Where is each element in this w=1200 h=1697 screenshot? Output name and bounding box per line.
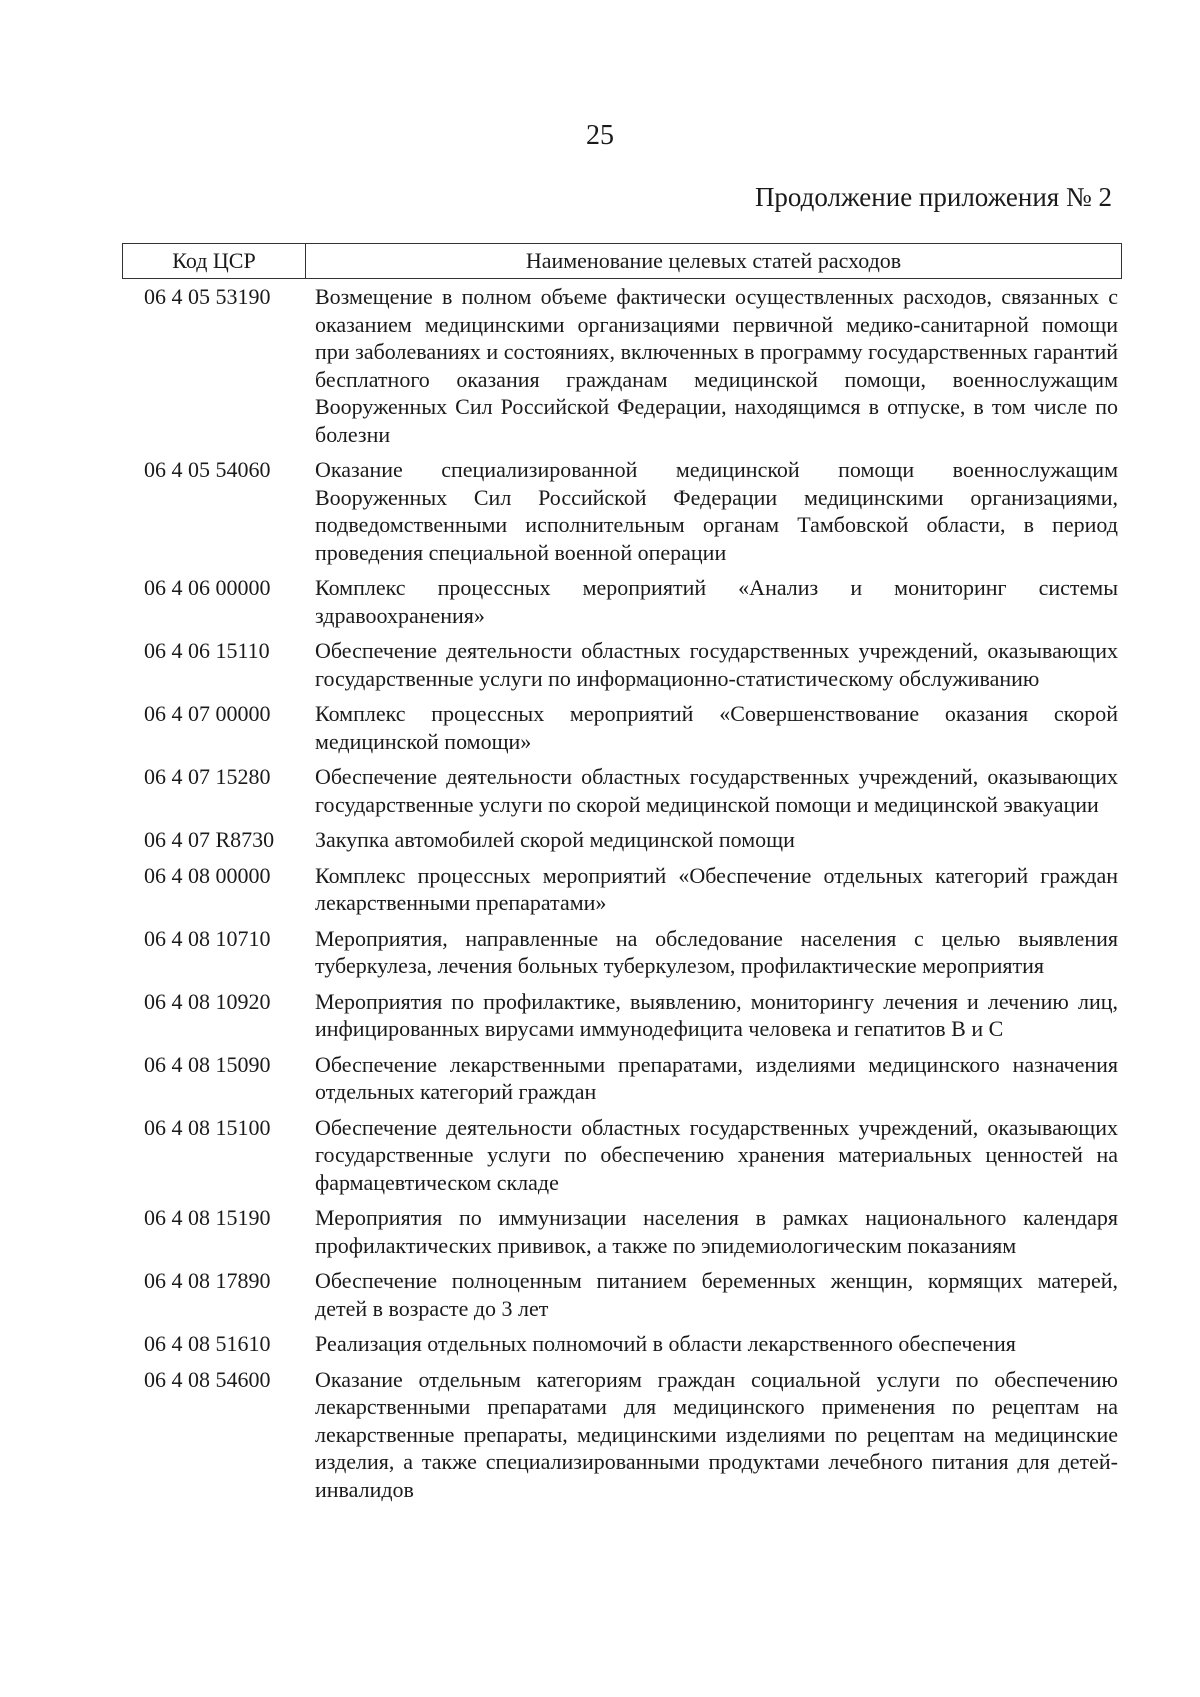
cell-name: Мероприятия по иммунизации населения в рамках национального календаря профилактических прививок, а также по эпидемиологическим показаниям (315, 1205, 1118, 1258)
cell-name: Реализация отдельных полномочий в области лекарственного обеспечения (315, 1331, 1016, 1356)
table-row (122, 700, 1122, 755)
table-row (122, 456, 1122, 566)
cell-name: Комплекс процессных мероприятий «Совершенствование оказания скорой медицинской помощи» (315, 701, 1118, 754)
table-row (122, 988, 1122, 1043)
table-row (122, 1051, 1122, 1106)
cell-code: 06 4 08 15190 (144, 1205, 271, 1230)
cell-code: 06 4 08 10920 (144, 988, 271, 1014)
table-row (122, 862, 1122, 917)
cell-name: Комплекс процессных мероприятий «Анализ и мониторинг системы здравоохранения» (315, 575, 1118, 628)
cell-name: Оказание отдельным категориям граждан социальной услуги по обеспечению лекарственными препаратами для медицинского применения по рецептам на лекарственные препараты, медицинскими изделиями по рецептам на медицинские изделия, а также специализированными продуктами лечебного питания для детей-инвалидов (315, 1366, 1118, 1502)
page-number: 25 (586, 120, 614, 151)
cell-name: Обеспечение деятельности областных государственных учреждений, оказывающих государственные услуги по обеспечению хранения материальных ценностей на фармацевтическом складе (315, 1114, 1118, 1195)
cell-name: Закупка автомобилей скорой медицинской помощи (315, 827, 795, 852)
cell-code: 06 4 08 10710 (144, 925, 271, 951)
table-row (122, 1330, 1122, 1358)
cell-code: 06 4 07 15280 (144, 764, 271, 789)
table-row (122, 925, 1122, 980)
cell-name: Возмещение в полном объеме фактически осуществленных расходов, связанных с оказанием медицинскими организациями первичной медико-санитарной помощи при заболеваниях и состояниях, включенных в программу государственных гарантий бесплатного оказания гражданам медицинской помощи, военнослужащим Вооруженных Сил Российской Федерации, находящимся в отпуске, в том числе по болезни (315, 284, 1118, 447)
cell-code: 06 4 05 53190 (144, 284, 271, 309)
header-code: Код ЦСР (123, 244, 306, 278)
cell-name: Мероприятия по профилактике, выявлению, мониторингу лечения и лечению лиц, инфицированных вирусами иммунодефицита человека и гепатитов B и C (315, 988, 1118, 1041)
cell-name: Комплекс процессных мероприятий «Обеспечение отдельных категорий граждан лекарственными препаратами» (315, 862, 1118, 915)
table-row (122, 1267, 1122, 1322)
table-row (122, 637, 1122, 692)
cell-code: 06 4 08 15100 (144, 1114, 271, 1140)
table-row (122, 1366, 1122, 1504)
table-row (122, 283, 1122, 448)
cell-code: 06 4 06 15110 (144, 638, 270, 663)
cell-name: Обеспечение лекарственными препаратами, изделиями медицинского назначения отдельных категорий граждан (315, 1051, 1118, 1104)
cell-name: Мероприятия, направленные на обследование населения с целью выявления туберкулеза, лечения больных туберкулезом, профилактические мероприятия (315, 925, 1118, 978)
cell-name: Обеспечение деятельности областных государственных учреждений, оказывающих государственные услуги по информационно-статистическому обслуживанию (315, 638, 1118, 691)
table-row (122, 826, 1122, 854)
header-name: Наименование целевых статей расходов (525, 248, 902, 273)
table-body (122, 283, 1122, 1503)
table-row (122, 1204, 1122, 1259)
cell-name: Оказание специализированной медицинской помощи военнослужащим Вооруженных Сил Российской Федерации медицинскими организациями, подведомственными исполнительным органам Тамбовской области, в период проведения специальной военной операции (315, 457, 1118, 565)
table-row (122, 1114, 1122, 1197)
cell-code: 06 4 05 54060 (144, 457, 271, 482)
cell-code: 06 4 08 00000 (144, 862, 271, 888)
cell-code: 06 4 08 51610 (144, 1331, 271, 1356)
cell-code: 06 4 08 15090 (144, 1051, 271, 1077)
expense-codes-table (122, 243, 1122, 1503)
table-row (122, 763, 1122, 818)
cell-code: 06 4 08 17890 (144, 1268, 271, 1293)
table-row (122, 574, 1122, 629)
cell-name: Обеспечение деятельности областных государственных учреждений, оказывающих государственные услуги по скорой медицинской помощи и медицинской эвакуации (315, 764, 1118, 817)
cell-code: 06 4 06 00000 (144, 575, 271, 600)
cell-code: 06 4 07 R8730 (144, 827, 275, 852)
cell-code: 06 4 07 00000 (144, 701, 271, 726)
table-header (122, 243, 1122, 279)
appendix-subtitle: Продолжение приложения № 2 (754, 182, 1112, 212)
cell-name: Обеспечение полноценным питанием беременных женщин, кормящих матерей, детей в возрасте до 3 лет (315, 1268, 1118, 1321)
cell-code: 06 4 08 54600 (144, 1366, 271, 1392)
